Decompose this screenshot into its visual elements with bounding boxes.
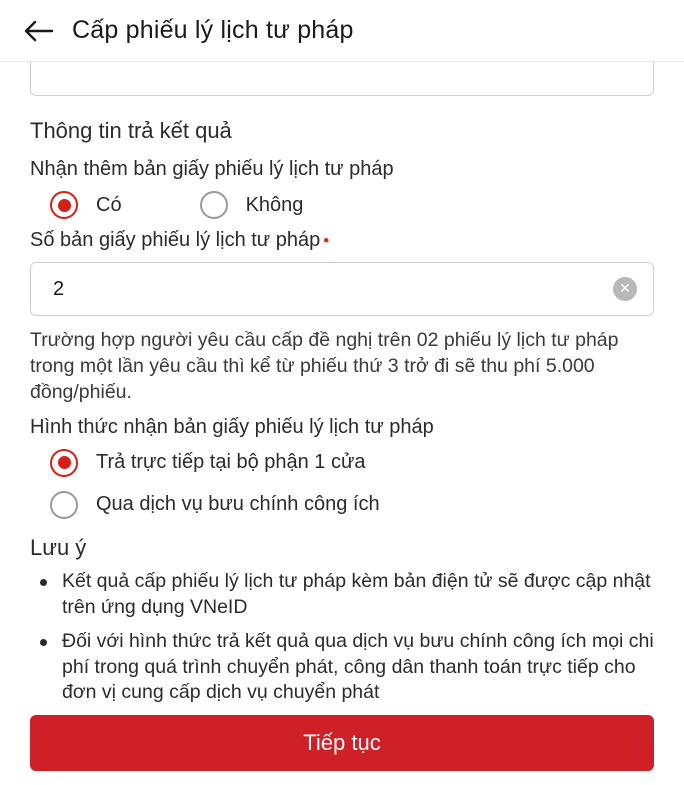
previous-field-partial[interactable]	[30, 62, 654, 96]
form-scroll-area[interactable]	[0, 62, 684, 709]
radio-group-extra-copies	[30, 191, 654, 219]
radio-group-delivery-method	[30, 449, 654, 519]
label-copies-count	[30, 229, 654, 252]
back-button[interactable]	[18, 10, 60, 52]
label-delivery-method: Hình thức nhận bản giấy phiếu lý lịch tư pháp	[30, 415, 434, 438]
radio-delivery-direct[interactable]	[30, 449, 654, 477]
footer-bar	[0, 709, 684, 785]
clear-circle-icon[interactable]: ✕	[613, 277, 637, 301]
radio-extra-copies-no[interactable]	[180, 191, 304, 219]
radio-label: Trả trực tiếp tại bộ phận 1 cửa	[96, 451, 366, 474]
copies-count-value: 2	[53, 277, 65, 300]
radio-selected-icon	[50, 191, 78, 219]
radio-label: Không	[245, 193, 304, 216]
radio-unselected-icon	[200, 191, 228, 219]
notes-title: Lưu ý	[30, 534, 87, 560]
label-extra-copies: Nhận thêm bản giấy phiếu lý lịch tư pháp	[30, 158, 394, 180]
list-item: Đối với hình thức trả kết quả qua dịch vụ bưu chính công ích mọi chi phí trong quá trình chuyển phát, công dân thanh toán trực tiếp cho đơn vị cung cấp dịch vụ chuyển phát	[30, 629, 654, 707]
section-title-result-info: Thông tin trả kết quả	[30, 118, 232, 143]
continue-button[interactable]: Tiếp tục	[30, 715, 654, 771]
page-title: Cấp phiếu lý lịch tư pháp	[72, 16, 354, 44]
fee-note-text: Trường hợp người yêu cầu cấp đề nghị trên 02 phiếu lý lịch tư pháp trong một lần yêu cầu thì kể từ phiếu thứ 3 trở đi sẽ thu phí 5.000 đồng/phiếu.	[30, 329, 619, 403]
required-marker: •	[323, 230, 330, 250]
radio-unselected-icon	[50, 491, 78, 519]
radio-extra-copies-yes[interactable]	[30, 191, 122, 219]
list-item: Kết quả cấp phiếu lý lịch tư pháp kèm bản điện tử sẽ được cập nhật trên ứng dụng VNeID	[30, 569, 654, 621]
arrow-left-icon	[24, 20, 54, 42]
radio-label: Có	[96, 193, 122, 216]
radio-delivery-postal[interactable]	[30, 491, 654, 519]
radio-selected-icon	[50, 449, 78, 477]
notes-list	[30, 569, 654, 707]
label-copies-count-text: Số bản giấy phiếu lý lịch tư pháp	[30, 229, 321, 251]
copies-count-input[interactable]	[30, 262, 654, 316]
radio-label: Qua dịch vụ bưu chính công ích	[96, 493, 380, 516]
app-header	[0, 0, 684, 62]
